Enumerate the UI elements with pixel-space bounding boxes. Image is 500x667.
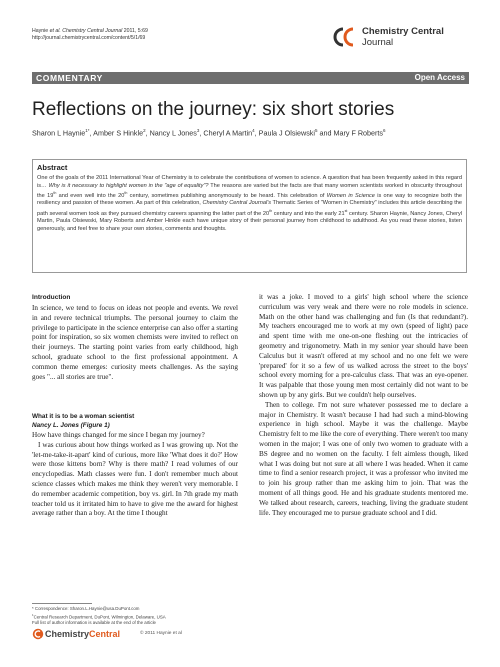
author-name: Amber S Hinkle (93, 128, 144, 138)
chemistry-central-logo-icon (332, 26, 360, 48)
author-name: Mary F Roberts (333, 128, 384, 138)
section-heading-woman-scientist: What it is to be a woman scientist (32, 413, 135, 420)
journal-citation: Haynie et al. Chemistry Central Journal 2011, 5:69 http://journal.chemistrycentral.com/content/5/1/69 (32, 28, 148, 41)
author-name: Cheryl A Martin (203, 128, 253, 138)
author-name: Sharon L Haynie (32, 128, 86, 138)
logo-title: Chemistry Central (362, 26, 444, 37)
author-name: Paula J Olsiewski (258, 128, 315, 138)
correspondence-note[interactable]: * Correspondence: Sharon.L.Haynie@usa.DuPont.com (32, 606, 140, 611)
article-title: Reflections on the journey: six short stories (32, 99, 395, 120)
footnotes (32, 606, 166, 626)
story-author-heading[interactable]: Nancy L. Jones (Figure 1) (32, 422, 110, 429)
introduction-text (32, 304, 238, 382)
paragraph: it was a joke. I moved to a girls' high school where the science curriculum was very weak and there were no role models in science. Math on the other hand was challenging and fun (Is that redundant?). My teachers encouraged me to work at my own (speed of light) pace and spent time with me one-on-one fleshing out the intricacies of geometry and trigonometry. Math in my senior year should have been Calculus but it wasn't offered at my school and no one felt we were 'prepared' for it so a few of us walked across the street to the boys' school every morning for a pre-calculus class. That was an eye-opener. It was palpable that those young men most certainly did not want to be shown up by any girls. But we couldn't help ourselves. (259, 293, 468, 399)
right-column-text (259, 293, 468, 518)
chemistry-central-logo-icon (32, 628, 44, 640)
author-info-note: Full list of author information is available at the end of the article (32, 620, 156, 626)
open-access-label: Open Access (414, 73, 465, 82)
copyright-notice: © 2011 Haynie et al (140, 631, 182, 636)
paragraph: How have things changed for me since I began my journey? (32, 431, 205, 439)
paragraph: In science, we tend to focus on ideas not people and events. We revel in and revere technical triumphs. The personal journey to claim the privilege to participate in the science enterprise can also offer a starting point for inspiration, so six women chemists were invited to reflect on their journeys. The starting point varies from early childhood, high school, graduate school to the first professional appointment. A common theme emerges: curiosity meets challenges. As the saying goes "... all stories are true". (32, 304, 238, 381)
publisher-logo: ChemistryCentral (32, 628, 172, 642)
logo-subtitle: Journal (362, 36, 394, 48)
paragraph: Then to college. I'm not sure whatever possessed me to declare a major in Chemistry. It wasn't because I had had such a mind-blowing experience in high school. Maybe it was the challenge. Maybe Chemistry felt to me like the core of everything. There weren't too many women in the major; I was one of only two women to graduate with a BS degree and no women on the faculty. I felt aimless though, liked what I was doing but not sure at all where I was headed. When it came time to find a senior research project, it was a professor who invited me to join his group rather than me asking him to join. That was the moment of all things good. He and his graduate students mentored me. We talked about research, careers, teaching, living the graduate student life. They encouraged me to pursue graduate school and I did. (259, 400, 468, 517)
section1-text (32, 431, 238, 519)
author-name: Nancy L Jones (149, 128, 197, 138)
journal-logo (332, 22, 472, 56)
affiliation-note: $^1$Central Research Department, DuPont, Wilmington, Delaware, USA (32, 613, 166, 620)
paragraph: I was curious about how things worked as I was growing up. Not the 'let-me-take-it-apart' kind of curious, more like 'What does it do?' How were those kittens born? Why is there math? I read volumes of our encyclopedias. Math classes were fun. I don't remember much about science classes which makes me think they weren't very memorable. I do remember academic competition, boy vs. girl. In 7th grade my math teacher told us it irritated him to have to give me the award for highest average rather than a boy. At the time I thought (32, 440, 238, 518)
article-type-banner (32, 72, 469, 84)
section-heading-introduction: Introduction (32, 294, 71, 301)
footnote-divider (32, 603, 92, 604)
author-list: Sharon L Haynie$^{1*}$, Amber S Hinkle$^2$, Nancy L Jones$^3$, Cheryl A Martin$^4$, Paula J Olsiewski$^5$ and Mary F Roberts$^6$ (32, 128, 386, 138)
abstract-text: One of the goals of the 2011 International Year of Chemistry is to celebrate the contributions of women to science. A question that has been frequently asked in this regard is… Why is it necessary to highlight women in the "age of equality"? The reasons are varied but the facts are that many women scientists worked in obscurity throughout the 19th and even well into the 20th century, sometimes publishing anonymously to be heard. This celebration of Women in Science is one way to recognize both the resiliency and passion of these women. As part of this celebration, Chemistry Central Journal's Thematic Series of "Women in Chemistry" includes this article describing the path several women took as they pursued chemistry careers spanning the latter part of the 20th century and into the early 21st century. Sharon Haynie, Nancy Jones, Cheryl Martin, Paula Olsiewski, Mary Roberts and Amber Hinkle each have unique story of their personal journey from childhood to adulthood. As you read these stories, listen generously, and feel free to share your own stories, comments and thoughts. (37, 175, 463, 232)
article-type-label: COMMENTARY (36, 73, 103, 83)
article-url[interactable]: http://journal.chemistrycentral.com/content/5/1/69 (32, 35, 146, 41)
abstract-heading: Abstract (37, 163, 68, 172)
